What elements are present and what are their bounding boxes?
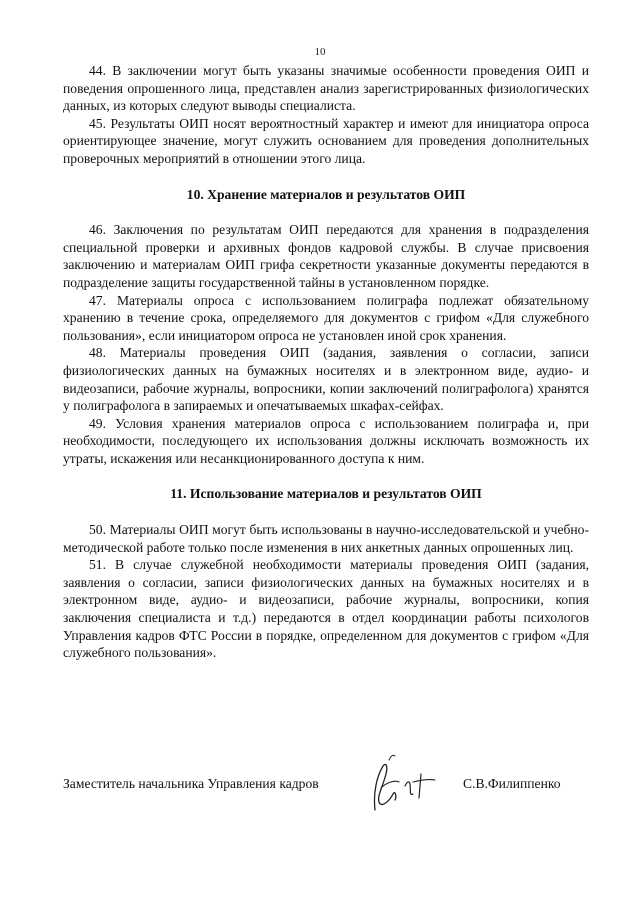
section-11-heading: 11. Использование материалов и результатов ОИП bbox=[170, 486, 482, 502]
paragraph-50: 50. Материалы ОИП могут быть использованы в научно-исследовательской и учебно-методической работе только после изменения в них анкетных данных опрошенных лиц. bbox=[63, 522, 589, 555]
signatory-title: Заместитель начальника Управления кадров bbox=[63, 776, 319, 791]
paragraph-44: 44. В заключении могут быть указаны значимые особенности проведения ОИП и поведения опрошенного лица, представлен анализ зарегистрированных физиологических данных, из которых следуют выводы специалиста. bbox=[63, 63, 589, 114]
section-10-heading: 10. Хранение материалов и результатов ОИП bbox=[186, 186, 466, 202]
paragraph-51: 51. В случае служебной необходимости материалы проведения ОИП (задания, заявления о согласии, записи физиологических данных на бумажных носителях и в электронном виде, аудио- и видеозаписи, рабочие журналы, вопросники, копия заключения специалиста и т.д.) передаются в отдел координации работы психологов Управления кадров ФТС России в порядке, определенном для документов с грифом «Для служебного пользования». bbox=[63, 557, 589, 661]
document-body bbox=[63, 62, 589, 662]
handwritten-signature-icon bbox=[353, 752, 463, 822]
paragraph-46: 46. Заключения по результатам ОИП передаются для хранения в подразделения специальной проверки и архивных фондов кадровой службы. В случае присвоения заключению и материалам ОИП грифа секретности указанные документы передаются в подразделение защиты государственной тайны в установленном порядке. bbox=[63, 222, 589, 290]
signatory-name: С.В.Филиппенко bbox=[463, 776, 561, 791]
paragraph-47: 47. Материалы опроса с использованием полиграфа подлежат обязательному хранению в течение срока, определяемого для документов с грифом «Для служебного пользования», если инициатором опроса не установлен иной срок хранения. bbox=[63, 292, 589, 343]
paragraph-45: 45. Результаты ОИП носят вероятностный характер и имеют для инициатора опроса ориентирующее значение, могут служить основанием для проведения дополнительных проверочных мероприятий в отношении этого лица. bbox=[63, 115, 589, 166]
paragraph-49: 49. Условия хранения материалов опроса с использованием полиграфа и, при необходимости, последующего их использования должны исключать возможность их утраты, искажения или несанкционированного доступа к ним. bbox=[63, 415, 589, 466]
signature-block bbox=[63, 768, 589, 818]
page-number: 10 bbox=[314, 46, 326, 58]
paragraph-48: 48. Материалы проведения ОИП (задания, заявления о согласии, записи физиологических данных на бумажных носителях и в электронном виде, аудио- и видеозаписи, рабочие журналы, вопросники, копии заключений полиграфолога) хранятся у полиграфолога в запираемых и опечатываемых шкафах-сейфах. bbox=[63, 345, 589, 414]
